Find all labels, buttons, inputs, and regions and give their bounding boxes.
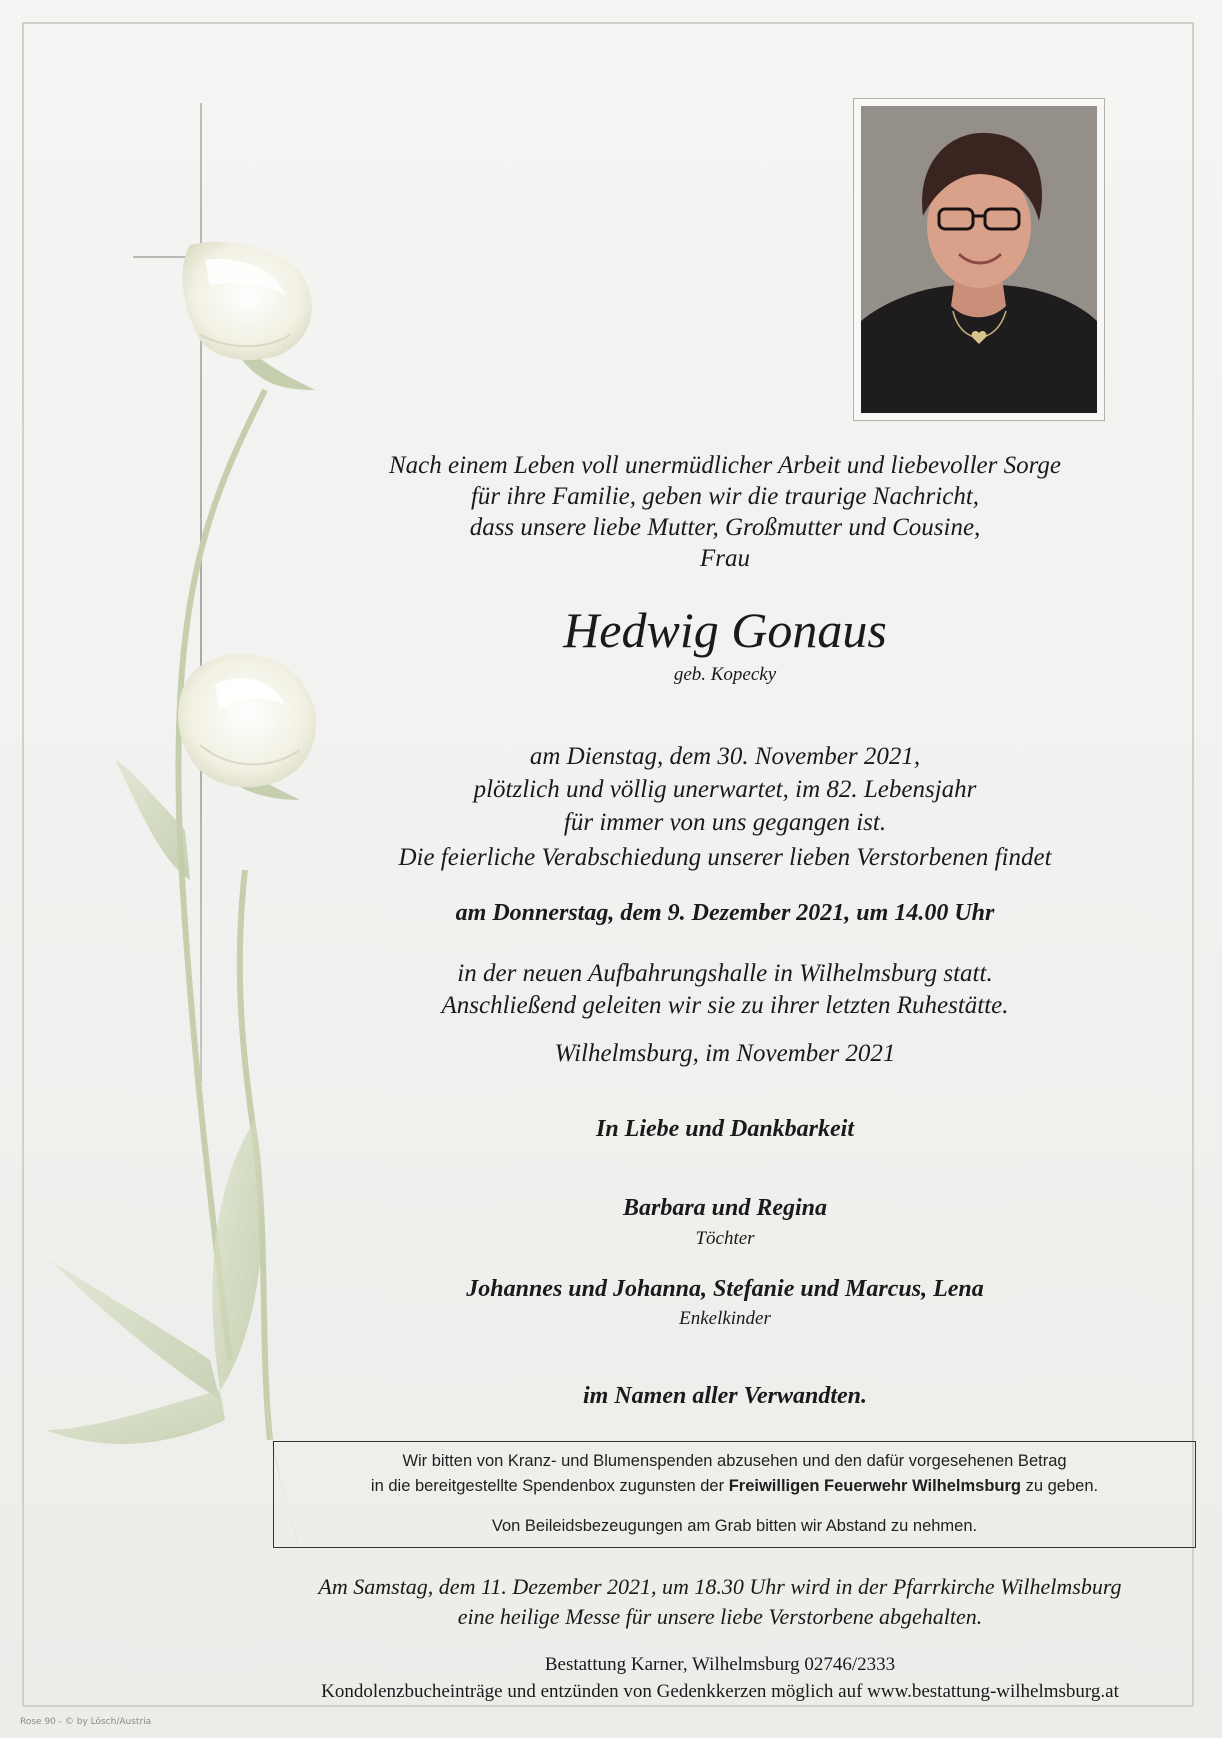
family-relation-daughters: Töchter — [695, 1228, 755, 1249]
mass-line: Am Samstag, dem 11. Dezember 2021, um 18.30 Uhr wird in der Pfarrkirche Wilhelmsburg — [318, 1574, 1122, 1599]
family-names-daughters: Barbara und Regina — [622, 1195, 828, 1221]
intro-line: Nach einem Leben voll unermüdlicher Arbeit und liebevoller Sorge — [388, 452, 1062, 479]
family-relation-grandchildren: Enkelkinder — [679, 1308, 771, 1329]
portrait-image — [861, 106, 1097, 413]
location-line: Anschließend geleiten wir sie zu ihrer letzten Ruhestätte. — [441, 992, 1009, 1019]
copyright-note: Rose 90 - © by Lösch/Austria — [20, 1717, 152, 1727]
portrait-photo — [861, 106, 1097, 413]
notice-line — [274, 1474, 1195, 1499]
farewell-location — [260, 958, 1190, 1022]
death-line: für immer von uns gegangen ist. — [563, 809, 887, 836]
intro-line: dass unsere liebe Mutter, Großmutter und Cousine, — [469, 514, 981, 541]
undertaker-footer — [240, 1651, 1200, 1705]
family-names-grandchildren: Johannes und Johanna, Stefanie und Marcus, Lena — [466, 1276, 984, 1302]
gratitude-line: In Liebe und Dankbarkeit — [595, 1116, 855, 1142]
notice-line: Wir bitten von Kranz- und Blumenspenden abzusehen und den dafür vorgesehenen Betrag — [402, 1452, 1067, 1470]
farewell-intro: Die feierliche Verabschiedung unserer lieben Verstorbenen findet — [398, 844, 1052, 871]
rose-bud-top — [183, 242, 312, 360]
rose-leaf — [212, 1120, 263, 1390]
deceased-name: Hedwig Gonaus — [563, 602, 887, 658]
intro-line: Frau — [700, 545, 750, 572]
death-notice — [260, 740, 1190, 839]
notice-text: zu geben. — [1021, 1477, 1099, 1495]
rose-leaf — [45, 1390, 225, 1444]
mass-line: eine heilige Messe für unsere liebe Verstorbene abgehalten. — [457, 1604, 983, 1629]
donation-notice-box — [273, 1441, 1196, 1548]
notice-beneficiary: Freiwilligen Feuerwehr Wilhelmsburg — [728, 1477, 1022, 1495]
maiden-name: geb. Kopecky — [673, 664, 777, 685]
notice-line: Von Beileidsbezeugungen am Grab bitten wir Abstand zu nehmen. — [491, 1517, 978, 1535]
location-line: in der neuen Aufbahrungshalle in Wilhelmsburg statt. — [457, 960, 993, 987]
memorial-mass-notice — [240, 1572, 1200, 1632]
death-line: am Dienstag, dem 30. November 2021, — [529, 743, 921, 770]
rose-leaf — [50, 1260, 220, 1400]
intro-text — [260, 450, 1190, 574]
footer-line: Kondolenzbucheinträge und entzünden von Gedenkkerzen möglich auf www.bestattung-wilhelmsburg.at — [321, 1681, 1119, 1702]
death-line: plötzlich und völlig unerwartet, im 82. Lebensjahr — [473, 776, 977, 803]
footer-line: Bestattung Karner, Wilhelmsburg 02746/2333 — [544, 1654, 896, 1675]
place-date: Wilhelmsburg, im November 2021 — [554, 1040, 896, 1067]
relatives-line: im Namen aller Verwandten. — [582, 1383, 868, 1409]
intro-line: für ihre Familie, geben wir die traurige Nachricht, — [470, 483, 980, 510]
farewell-date: am Donnerstag, dem 9. Dezember 2021, um 14.00 Uhr — [455, 900, 995, 926]
notice-text: in die bereitgestellte Spendenbox zugunsten der — [370, 1477, 729, 1495]
portrait-frame — [853, 98, 1105, 421]
